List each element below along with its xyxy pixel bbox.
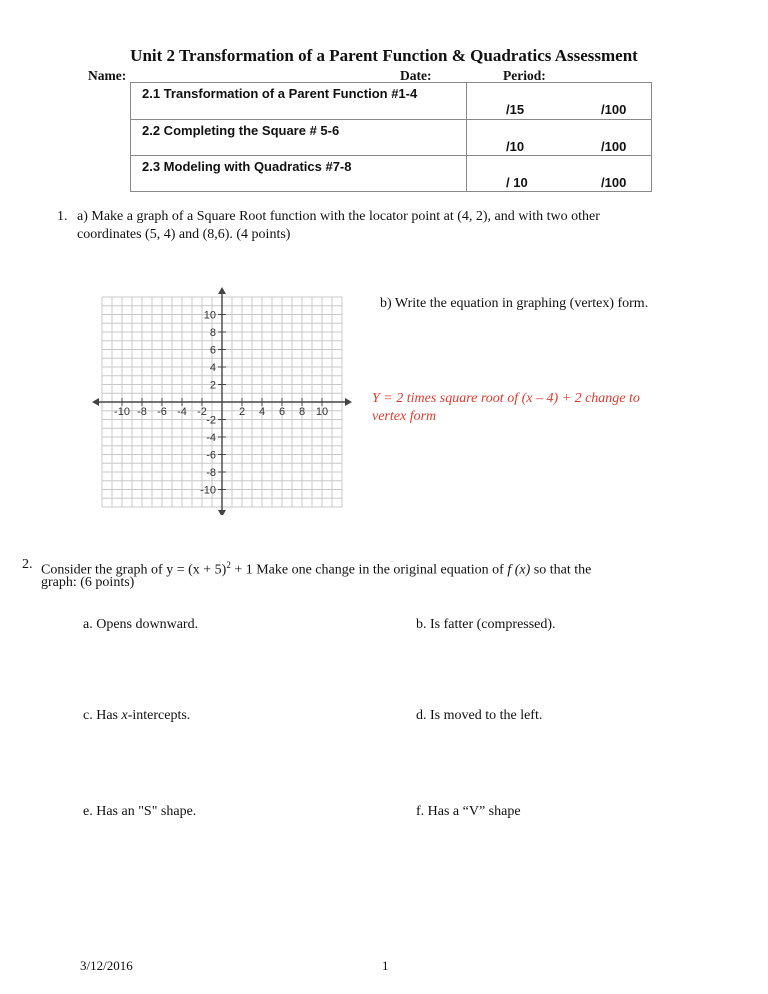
footer-page-number: 1 [382,958,389,973]
score-table [130,82,652,192]
y-axis-arrow-up [218,287,226,294]
answer-text-cont: vertex form [372,409,437,424]
question-1-text: a) Make a graph of a Square Root function with the locator point at (4, 2), and with two other [77,209,600,224]
answer-text: Y = 2 times square root of (x – 4) + 2 change to [372,391,640,406]
part-e: e. Has an "S" shape. [83,804,197,819]
footer-date: 3/12/2016 [80,958,133,973]
y-tick-label: 10 [203,309,216,322]
coordinate-grid[interactable] [90,285,355,515]
x-tick-label: -4 [177,406,187,418]
x-tick-label: 4 [258,406,266,418]
question-2-number: 2. [22,557,33,572]
question-2-text: Consider the graph of $y = (x + 5)^2 + 1$ Make one change in the original equation of f (x) so that the [41,560,592,578]
section-label: 2.3 Modeling with Quadratics #7-8 [142,159,352,174]
part-a: a. Opens downward. [83,617,199,632]
score-row [131,155,651,192]
x-tick-label: 6 [278,406,286,418]
section-label: 2.1 Transformation of a Parent Function #1-4 [142,86,418,101]
part-f: f. Has a “V” shape [416,804,521,819]
x-axis-arrow-right [345,398,352,406]
x-tick-label: 2 [238,406,246,418]
x-tick-label: 10 [315,406,329,418]
section-label: 2.2 Completing the Square # 5-6 [142,123,340,138]
score-row [131,119,651,156]
y-tick-label: -6 [206,449,216,462]
part-d: d. Is moved to the left. [416,708,543,723]
date-label: Date: [400,68,432,83]
part-b: b. Is fatter (compressed). [416,617,556,632]
y-tick-label: 4 [209,362,216,374]
y-tick-label: 2 [209,379,216,392]
y-tick-label: 6 [209,344,216,357]
section-total: /100 [601,139,627,154]
y-tick-label: -2 [206,414,216,427]
name-label: Name: [88,68,127,83]
y-tick-label: -8 [206,467,216,479]
section-points: /15 [506,102,525,117]
x-tick-label: -10 [114,406,130,418]
question-1-text-cont: coordinates (5, 4) and (8,6). (4 points) [77,227,291,242]
part-c: c. Has x-intercepts. [83,708,191,723]
question-2-text-cont: graph: (6 points) [41,575,135,590]
section-total: /100 [601,102,627,117]
x-tick-label: -2 [197,406,207,418]
x-tick-label: 8 [298,406,306,418]
page-title: Unit 2 Transformation of a Parent Function & Quadratics Assessment [130,46,638,65]
x-axis-arrow-left [92,398,99,406]
period-label: Period: [503,68,546,83]
y-axis-arrow-down [218,510,226,515]
section-points: /10 [506,139,525,154]
x-tick-label: -6 [157,406,167,418]
x-tick-label: -8 [137,406,147,418]
section-total: /100 [601,175,627,190]
section-points: / 10 [506,175,528,190]
y-tick-label: 8 [209,327,216,339]
y-tick-label: -4 [206,432,216,444]
y-tick-label: -10 [200,484,216,497]
question-1-number: 1. [57,209,68,224]
score-row [131,83,651,119]
question-1b-text: b) Write the equation in graphing (vertex) form. [380,296,649,311]
